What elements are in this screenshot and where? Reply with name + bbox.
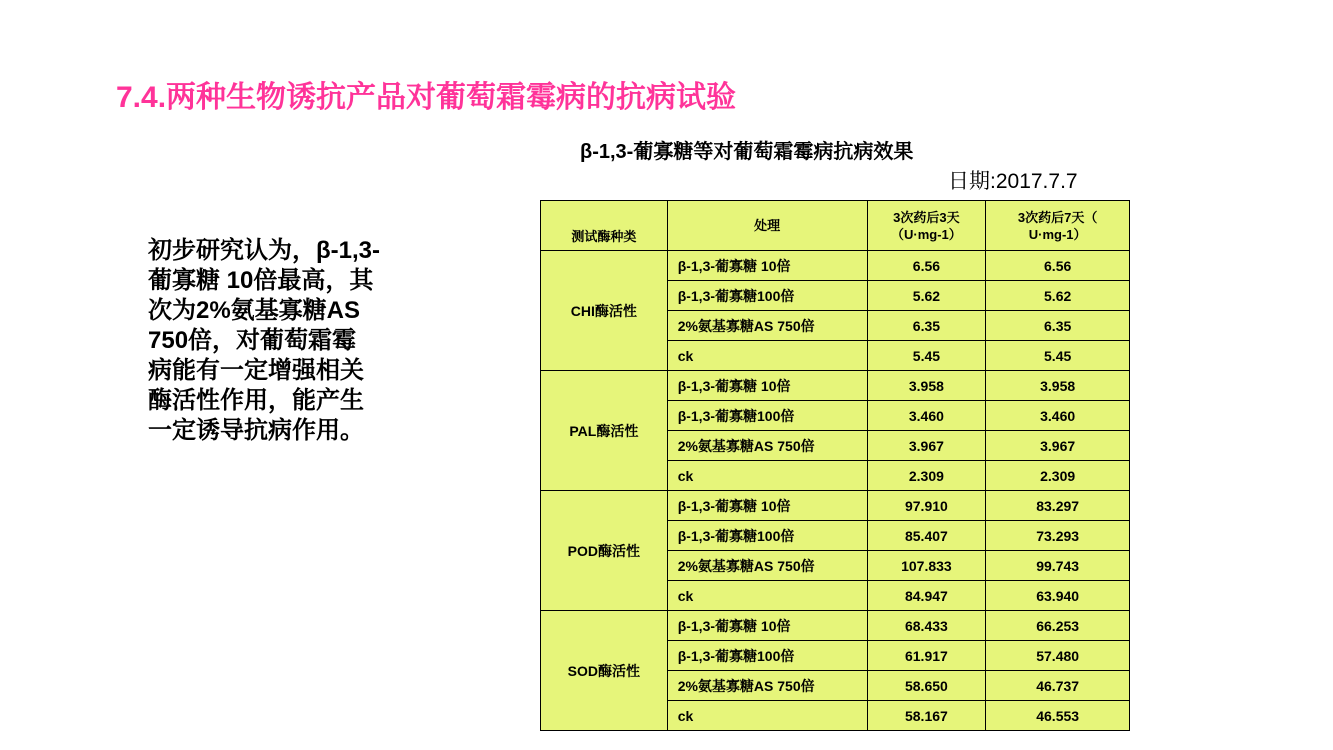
table-row <box>541 251 1130 281</box>
body-text: 初步研究认为，β-1,3-葡寡糖 10倍最高，其次为2%氨基寡糖AS 750倍，对葡萄霜霉病能有一定增强相关酶活性作用，能产生一定诱导抗病作用。 <box>148 237 380 444</box>
day7-cell: 5.62 <box>986 281 1130 311</box>
header-day3-line1: 3次药后3天 <box>893 209 960 225</box>
header-day7-line2: U·mg-1） <box>1028 226 1087 242</box>
day3-cell: 5.45 <box>867 341 986 371</box>
day3-cell: 6.56 <box>867 251 986 281</box>
day7-cell: 5.45 <box>986 341 1130 371</box>
category-cell: SOD酶活性 <box>541 611 668 731</box>
treatment-cell: β-1,3-葡寡糖100倍 <box>667 401 867 431</box>
treatment-cell: 2%氨基寡糖AS 750倍 <box>667 311 867 341</box>
treatment-cell: ck <box>667 461 867 491</box>
category-cell: CHI酶活性 <box>541 251 668 371</box>
header-day7 <box>986 201 1130 251</box>
table-date: 日期:2017.7.7 <box>948 170 1078 193</box>
treatment-cell: 2%氨基寡糖AS 750倍 <box>667 551 867 581</box>
treatment-cell: β-1,3-葡寡糖100倍 <box>667 281 867 311</box>
treatment-cell: ck <box>667 581 867 611</box>
day3-cell: 3.958 <box>867 371 986 401</box>
day7-cell: 57.480 <box>986 641 1130 671</box>
day7-cell: 3.967 <box>986 431 1130 461</box>
day3-cell: 58.167 <box>867 701 986 731</box>
day7-cell: 3.460 <box>986 401 1130 431</box>
day3-cell: 5.62 <box>867 281 986 311</box>
treatment-cell: β-1,3-葡寡糖 10倍 <box>667 611 867 641</box>
header-day3 <box>867 201 986 251</box>
header-day7-line1: 3次药后7天（ <box>1017 209 1098 225</box>
day7-cell: 83.297 <box>986 491 1130 521</box>
treatment-cell: β-1,3-葡寡糖 10倍 <box>667 491 867 521</box>
day7-cell: 46.553 <box>986 701 1130 731</box>
category-cell: PAL酶活性 <box>541 371 668 491</box>
treatment-cell: ck <box>667 341 867 371</box>
day7-cell: 6.35 <box>986 311 1130 341</box>
day3-cell: 6.35 <box>867 311 986 341</box>
treatment-cell: β-1,3-葡寡糖100倍 <box>667 641 867 671</box>
day3-cell: 97.910 <box>867 491 986 521</box>
table-row <box>541 611 1130 641</box>
day3-cell: 68.433 <box>867 611 986 641</box>
day7-cell: 46.737 <box>986 671 1130 701</box>
treatment-cell: β-1,3-葡寡糖100倍 <box>667 521 867 551</box>
header-category: 测试酶种类 <box>541 201 668 251</box>
day3-cell: 58.650 <box>867 671 986 701</box>
day7-cell: 6.56 <box>986 251 1130 281</box>
table-header-row <box>541 201 1130 251</box>
day7-cell: 99.743 <box>986 551 1130 581</box>
table-row <box>541 491 1130 521</box>
day3-cell: 84.947 <box>867 581 986 611</box>
treatment-cell: ck <box>667 701 867 731</box>
day7-cell: 66.253 <box>986 611 1130 641</box>
day3-cell: 85.407 <box>867 521 986 551</box>
header-treatment: 处理 <box>667 201 867 251</box>
page-title: 7.4.两种生物诱抗产品对葡萄霜霉病的抗病试验 <box>116 81 737 114</box>
category-cell: POD酶活性 <box>541 491 668 611</box>
results-table <box>540 200 1130 731</box>
day3-cell: 3.460 <box>867 401 986 431</box>
table-title: β-1,3-葡寡糖等对葡萄霜霉病抗病效果 <box>580 141 914 163</box>
treatment-cell: 2%氨基寡糖AS 750倍 <box>667 431 867 461</box>
header-day3-line2: （U·mg-1） <box>891 226 962 242</box>
treatment-cell: β-1,3-葡寡糖 10倍 <box>667 371 867 401</box>
table-row <box>541 371 1130 401</box>
day7-cell: 63.940 <box>986 581 1130 611</box>
day7-cell: 2.309 <box>986 461 1130 491</box>
treatment-cell: 2%氨基寡糖AS 750倍 <box>667 671 867 701</box>
treatment-cell: β-1,3-葡寡糖 10倍 <box>667 251 867 281</box>
day3-cell: 61.917 <box>867 641 986 671</box>
day7-cell: 3.958 <box>986 371 1130 401</box>
day3-cell: 107.833 <box>867 551 986 581</box>
day3-cell: 3.967 <box>867 431 986 461</box>
day7-cell: 73.293 <box>986 521 1130 551</box>
day3-cell: 2.309 <box>867 461 986 491</box>
